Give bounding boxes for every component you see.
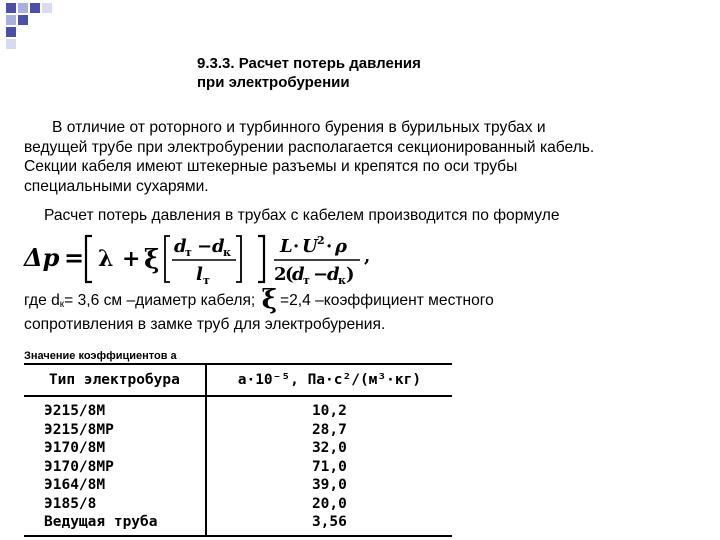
- svg-text:+: +: [122, 246, 141, 272]
- column-header-value: а·10⁻⁵, Па·с²/(м³·кг): [206, 364, 452, 396]
- svg-text:−: −: [197, 236, 213, 257]
- column-header-type: Тип электробура: [24, 364, 206, 396]
- cell-value: 71,0: [311, 458, 347, 475]
- svg-text:): ): [346, 264, 355, 285]
- corner-squares-decoration: [0, 0, 60, 60]
- svg-text:d: d: [174, 236, 187, 257]
- svg-text:λ: λ: [98, 246, 114, 272]
- parameters-line-2: сопротивления в замке труб для электробурения.: [24, 315, 386, 333]
- cell-type: Э164/8М: [24, 476, 206, 495]
- table-caption: Значение коэффициентов а: [24, 350, 177, 362]
- pressure-loss-formula: [22, 226, 372, 290]
- formula-lhs: Δp: [24, 243, 60, 272]
- svg-text:к: к: [223, 246, 231, 259]
- svg-text:т: т: [203, 274, 210, 287]
- cell-value: 3,56: [206, 513, 452, 536]
- svg-text:т: т: [303, 274, 310, 287]
- cell-type: Э185/8: [24, 495, 206, 514]
- svg-text:d: d: [212, 236, 225, 257]
- svg-text:к: к: [338, 274, 346, 287]
- svg-text:=: =: [64, 243, 85, 272]
- paragraph-formula-intro: Расчет потерь давления в трубах с кабелем производится по формуле: [44, 207, 560, 224]
- cell-type: Ведущая труба: [24, 513, 206, 536]
- paragraph1-line: Секции кабеля имеют штекерные разъемы и крепятся по оси трубы: [24, 158, 518, 175]
- cell-type: Э215/8М: [24, 396, 206, 421]
- cell-type: Э170/8МР: [24, 458, 206, 477]
- svg-text:,: ,: [364, 246, 371, 267]
- svg-text:d: d: [292, 264, 305, 285]
- table-header-row: [24, 364, 452, 396]
- table-row: [24, 458, 452, 477]
- cell-value: 10,2: [311, 403, 347, 420]
- paragraph-parameters: [24, 285, 714, 334]
- svg-text:ρ: ρ: [335, 236, 347, 257]
- heading-line-1: 9.3.3. Расчет потерь давления: [197, 55, 421, 72]
- cell-type: Э215/8МР: [24, 421, 206, 440]
- svg-text:U: U: [302, 236, 318, 257]
- section-heading: [197, 54, 421, 92]
- coefficients-table: [24, 363, 452, 537]
- paragraph1-line: специальными сухарями.: [24, 177, 209, 195]
- parameters-line-1: где $d_к= 3,6$ см –диаметр кабеля; ξ =2,4 –коэффициент местного: [24, 285, 494, 315]
- paragraph1-line: В отличие от роторного и турбинного бурения в бурильных трубах и: [52, 119, 546, 136]
- cell-type: Э170/8М: [24, 439, 206, 458]
- svg-text:·: ·: [293, 236, 300, 257]
- svg-text:ξ: ξ: [144, 245, 160, 275]
- table-row: [24, 476, 452, 495]
- cell-value: 39,0: [311, 477, 347, 494]
- xi-symbol: ξ: [261, 285, 277, 315]
- svg-text:l: l: [196, 264, 203, 285]
- paragraph-cable-description: [24, 118, 714, 196]
- cell-value: 28,7: [311, 421, 347, 438]
- svg-text:·: ·: [326, 236, 333, 257]
- svg-text:2: 2: [274, 264, 287, 285]
- svg-text:(: (: [285, 264, 294, 285]
- svg-text:d: d: [327, 264, 340, 285]
- cell-value: 20,0: [311, 495, 347, 512]
- heading-line-2: при электробурении: [197, 74, 350, 91]
- table-row: [24, 396, 452, 421]
- cell-value: 32,0: [311, 440, 347, 457]
- svg-text:т: т: [185, 246, 192, 259]
- svg-text:−: −: [313, 264, 329, 285]
- svg-text:2: 2: [317, 234, 325, 247]
- table-row: [24, 421, 452, 440]
- table-row: [24, 439, 452, 458]
- table-row: [24, 513, 452, 536]
- svg-text:L: L: [280, 236, 293, 257]
- paragraph1-line: ведущей трубе при электробурении располагается секционированный кабель.: [24, 138, 595, 156]
- table-row: [24, 495, 452, 514]
